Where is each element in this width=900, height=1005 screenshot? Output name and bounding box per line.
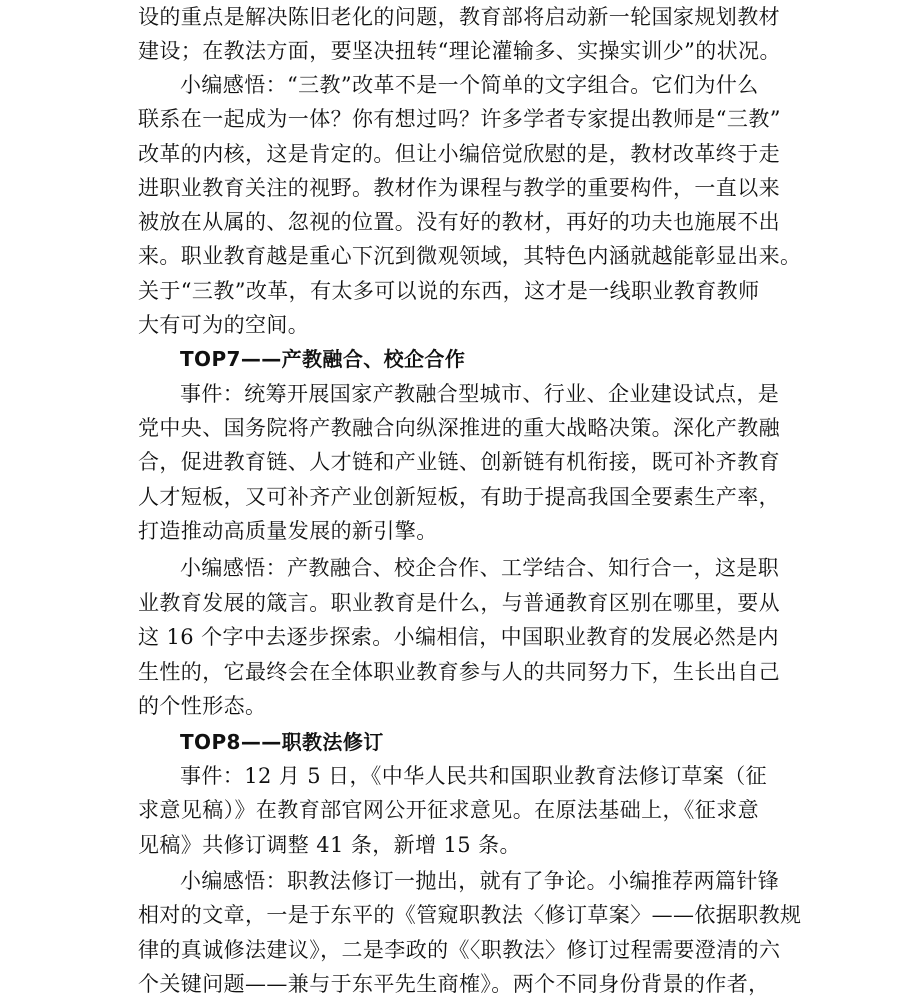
text-line: 这 16 个字中去逐步探索。小编相信，中国职业教育的发展必然是内 — [138, 625, 779, 649]
paragraph-start: 事件：12 月 5 日，《中华人民共和国职业教育法修订草案（征 — [180, 764, 768, 788]
paragraph-start: 小编感悟：“三教”改革不是一个简单的文字组合。它们为什么 — [180, 73, 759, 97]
text-line: 建设；在教法方面，要坚决扭转“理论灌输多、实操实训少”的状况。 — [138, 39, 781, 63]
text-line: 打造推动高质量发展的新引擎。 — [138, 519, 438, 543]
text-line: 生性的，它最终会在全体职业教育参与人的共同努力下，生长出自己 — [138, 660, 780, 684]
text-line: 合，促进教育链、人才链和产业链、创新链有机衔接，既可补齐教育 — [138, 450, 780, 474]
section-heading-top7: TOP7——产教融合、校企合作 — [180, 347, 466, 371]
paragraph-start: 小编感悟：职教法修订一抛出，就有了争论。小编推荐两篇针锋 — [180, 869, 780, 893]
text-line: 见稿》共修订调整 41 条，新增 15 条。 — [138, 833, 521, 857]
text-line: 关于“三教”改革，有太多可以说的东西，这才是一线职业教育教师 — [138, 279, 760, 303]
text-line: 大有可为的空间。 — [138, 313, 310, 337]
text-line: 相对的文章，一是于东平的《管窥职教法〈修订草案〉——依据职教规 — [138, 903, 802, 927]
text-line: 设的重点是解决陈旧老化的问题，教育部将启动新一轮国家规划教材 — [138, 5, 780, 29]
text-line: 个关键问题——兼与于东平先生商榷》。两个不同身份背景的作者， — [138, 972, 770, 996]
text-line: 律的真诚修法建议》，二是李政的《〈职教法〉修订过程需要澄清的六 — [138, 938, 781, 962]
text-line: 联系在一起成为一体？你有想过吗？许多学者专家提出教师是“三教” — [138, 107, 781, 131]
text-line: 求意见稿）》在教育部官网公开征求意见。在原法基础上，《征求意 — [138, 798, 759, 822]
text-line: 来。职业教育越是重心下沉到微观领域，其特色内涵就越能彰显出来。 — [138, 244, 802, 268]
text-line: 党中央、国务院将产教融合向纵深推进的重大战略决策。深化产教融 — [138, 416, 780, 440]
paragraph-start: 事件：统筹开展国家产教融合型城市、行业、企业建设试点，是 — [180, 382, 780, 406]
text-line: 业教育发展的箴言。职业教育是什么，与普通教育区别在哪里，要从 — [138, 591, 780, 615]
text-line: 被放在从属的、忽视的位置。没有好的教材，再好的功夫也施展不出 — [138, 210, 780, 234]
text-line: 的个性形态。 — [138, 694, 267, 718]
section-heading-top8: TOP8——职教法修订 — [180, 730, 384, 754]
text-line: 人才短板，又可补齐产业创新短板，有助于提高我国全要素生产率， — [138, 485, 780, 509]
paragraph-start: 小编感悟：产教融合、校企合作、工学结合、知行合一，这是职 — [180, 556, 780, 580]
text-line: 改革的内核，这是肯定的。但让小编倍觉欣慰的是，教材改革终于走 — [138, 142, 780, 166]
text-line: 进职业教育关注的视野。教材作为课程与教学的重要构件，一直以来 — [138, 176, 780, 200]
